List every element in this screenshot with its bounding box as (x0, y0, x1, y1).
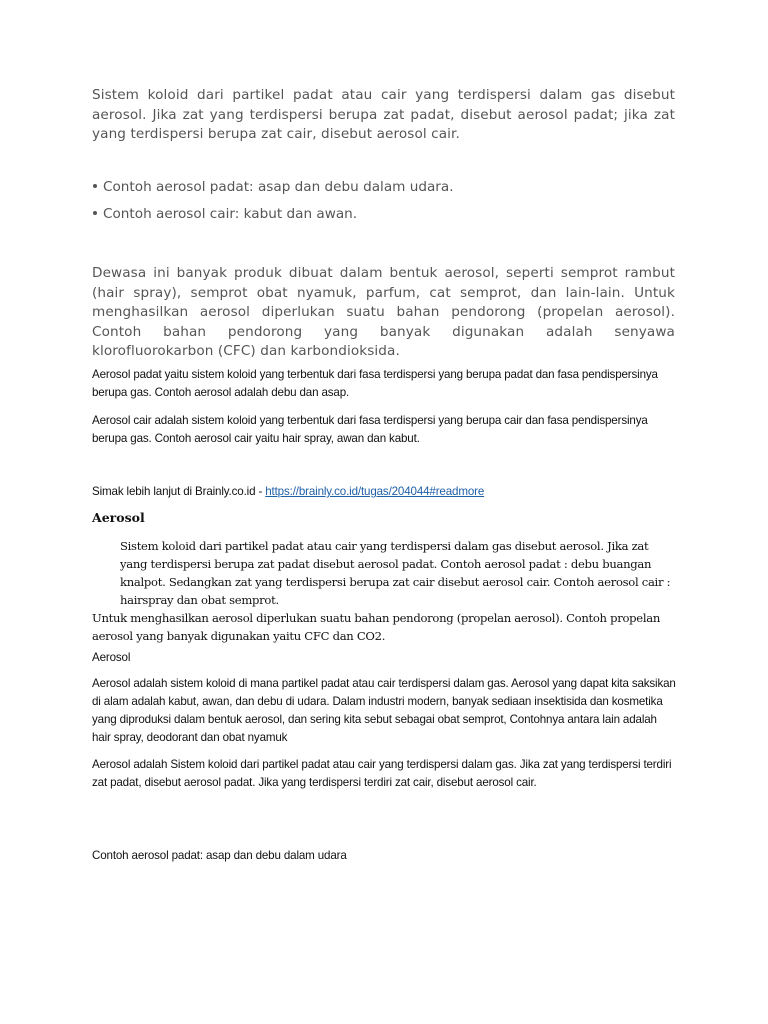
products-text: Dewasa ini banyak produk dibuat dalam bentuk aerosol, seperti semprot rambut (hair spray), semprot obat nyamuk, parfum, cat semprot, dan lain-lain. Untuk menghasilkan aerosol diperlukan suatu bahan pendorong (propelan aerosol). Contoh bahan pendorong yang banyak digunakan adalah senyawa klorofluorokarbon (CFC) dan karbondioksida. (92, 265, 675, 359)
intro-paragraph (92, 86, 675, 145)
bullet-icon (93, 184, 97, 188)
final-paragraph-1 (92, 675, 677, 747)
list-item (92, 178, 675, 197)
brainly-link[interactable]: https://brainly.co.id/tugas/204044#readmore (265, 485, 485, 498)
final-heading (92, 649, 677, 667)
final-paragraph-1-text: Aerosol adalah sistem koloid di mana partikel padat atau cair terdispersi dalam gas. Aerosol yang dapat kita saksikan di alam adalah kabut, awan, dan debu di udara. Dalam industri modern, banyak sediaan insektisida dan kosmetika yang diproduksi dalam bentuk aerosol, dan sering kita sebut sebagai obat semprot, Contohnya antara lain adalah hair spray, deodorant dan obat nyamuk (92, 677, 676, 744)
final-paragraph-2 (92, 756, 677, 792)
final-heading-text: Aerosol (92, 651, 131, 664)
serif-paragraphs (92, 537, 677, 645)
aerosol-cair-paragraph (92, 412, 677, 448)
examples-list (92, 178, 675, 232)
serif-paragraph-1: Sistem koloid dari partikel padat atau cair yang terdispersi dalam gas disebut aerosol. Jika zat yang terdispersi berupa zat padat disebut aerosol padat. Contoh aerosol padat : debu buangan knalpot. Sedangkan zat yang terdispersi berupa zat cair disebut aerosol cair. Contoh aerosol cair : hairspray dan obat semprot. (120, 539, 671, 607)
final-paragraph-3 (92, 847, 677, 865)
final-paragraph-2-text: Aerosol adalah Sistem koloid dari partikel padat atau cair yang terdispersi dalam gas. Jika zat yang terdispersi terdiri zat padat, disebut aerosol padat. Jika yang terdispersi terdiri zat cair, disebut aerosol cair. (92, 758, 672, 789)
list-item (92, 205, 675, 224)
aerosol-cair-text: Aerosol cair adalah sistem koloid yang terbentuk dari fasa terdispersi yang berupa cair dan fasa pendispersinya berupa gas. Contoh aerosol cair yaitu hair spray, awan dan kabut. (92, 414, 648, 445)
aerosol-padat-paragraph (92, 366, 677, 402)
bullet-icon (93, 211, 97, 215)
readmore-line (92, 483, 677, 501)
readmore-prefix: Simak lebih lanjut di Brainly.co.id - (92, 485, 266, 498)
bullet-text: Contoh aerosol padat: asap dan debu dalam udara. (103, 179, 454, 195)
final-paragraph-3-text: Contoh aerosol padat: asap dan debu dalam udara (92, 849, 347, 862)
aerosol-padat-text: Aerosol padat yaitu sistem koloid yang terbentuk dari fasa terdispersi yang berupa padat dan fasa pendispersinya berupa gas. Contoh aerosol adalah debu dan asap. (92, 368, 658, 399)
products-paragraph (92, 264, 675, 362)
bullet-text: Contoh aerosol cair: kabut dan awan. (103, 206, 358, 222)
intro-text: Sistem koloid dari partikel padat atau cair yang terdispersi dalam gas disebut aerosol. Jika zat yang terdispersi berupa zat padat, disebut aerosol padat; jika zat yang terdispersi berupa zat cair, disebut aerosol cair. (92, 87, 675, 142)
section-heading-aerosol: Aerosol (92, 510, 145, 525)
serif-paragraph-2: Untuk menghasilkan aerosol diperlukan suatu bahan pendorong (propelan aerosol). Contoh propelan aerosol yang banyak digunakan yaitu CFC dan CO2. (92, 611, 661, 643)
